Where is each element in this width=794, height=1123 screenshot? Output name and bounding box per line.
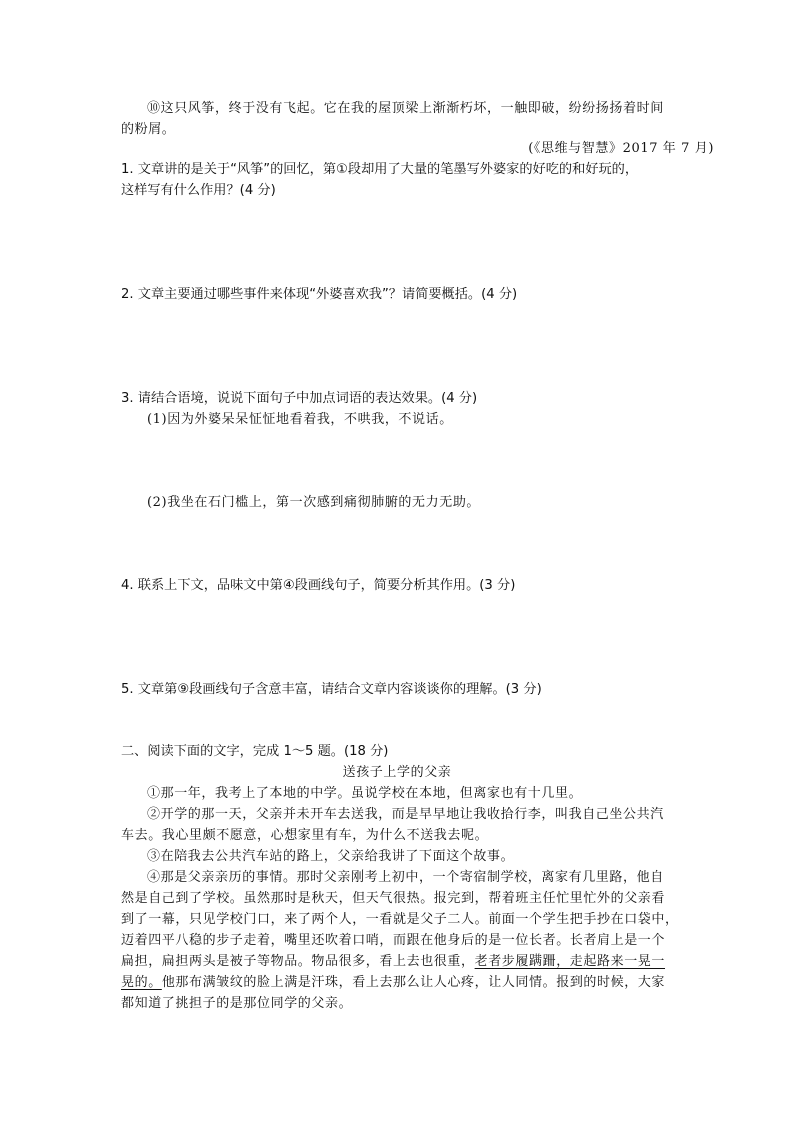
question-4: 4. 联系上下文，品味文中第④段画线句子，简要分析其作用。(3 分) [121,578,516,593]
passage2-paragraph-4-line6 [121,976,665,989]
passage2-paragraph-4-line4: 迈着四平八稳的步子走着，嘴里还吹着口哨，而跟在他身后的是一位长者。长者肩上是一个 [121,933,666,948]
question-3-sentence-1: (1)因为外婆呆呆怔怔地看着我，不哄我，不说话。 [147,412,453,427]
passage2-paragraph-2-line1: ②开学的那一天，父亲并未开车去送我，而是早早地让我收拾行李，叫我自己坐公共汽 [147,807,664,822]
passage1-paragraph-10-line2: 的粉屑。 [121,122,176,137]
passage2-paragraph-4-line5 [121,955,665,968]
underlined-sentence-part2: 晃的。 [121,975,162,990]
passage2-paragraph-2-line2: 车去。我心里颇不愿意，心想家里有车，为什么不送我去呢。 [121,828,489,843]
passage2-paragraph-4-line5-text: 扁担，扁担两头是被子等物品。物品很多，看上去也很重， [121,954,475,969]
question-5: 5. 文章第⑨段画线句子含意丰富，请结合文章内容谈谈你的理解。(3 分) [121,682,542,697]
passage2-paragraph-1: ①那一年，我考上了本地的中学。虽说学校在本地，但离家也有十几里。 [147,786,583,801]
passage2-paragraph-4-line3: 到了一幕，只见学校门口，来了两个人，一看就是父子二人。前面一个学生把手抄在口袋中， [121,912,679,927]
underlined-sentence-part1: 老者步履蹒跚，走起路来一晃一 [474,954,666,969]
passage1-source: (《思维与智慧》2017 年 7 月) [528,141,714,156]
passage1-paragraph-10-line1: ⑩这只风筝，终于没有飞起。它在我的屋顶梁上渐渐朽坏，一触即破，纷纷扬扬着时间 [147,101,664,116]
passage2-paragraph-4-line7: 都知道了挑担子的是那位同学的父亲。 [121,996,353,1011]
passage2-title: 送孩子上学的父亲 [342,765,452,780]
passage2-paragraph-4-line6-text: 他那布满皱纹的脸上满是汗珠，看上去那么让人心疼，让人同情。报到的时候，大家 [161,975,666,990]
section2-heading: 二、阅读下面的文字，完成 1～5 题。(18 分) [121,744,389,759]
passage2-paragraph-4-line2: 然是自己到了学校。虽然那时是秋天，但天气很热。报完到，帮着班主任忙里忙外的父亲看 [121,891,666,906]
question-1-line1: 1. 文章讲的是关于“风筝”的回忆，第①段却用了大量的笔墨写外婆家的好吃的和好玩的， [121,162,639,177]
question-3-sentence-2: (2)我坐在石门槛上，第一次感到痛彻肺腑的无力无助。 [147,495,481,510]
question-1-line2: 这样写有什么作用？(4 分) [121,183,276,198]
passage2-paragraph-3: ③在陪我去公共汽车站的路上，父亲给我讲了下面这个故事。 [147,849,515,864]
question-2: 2. 文章主要通过哪些事件来体现“外婆喜欢我”？请简要概括。(4 分) [121,287,518,302]
passage2-paragraph-4-line1: ④那是父亲亲历的事情。那时父亲刚考上初中，一个寄宿制学校，离家有几里路，他自 [147,870,664,885]
question-3: 3. 请结合语境，说说下面句子中加点词语的表达效果。(4 分) [121,391,478,406]
